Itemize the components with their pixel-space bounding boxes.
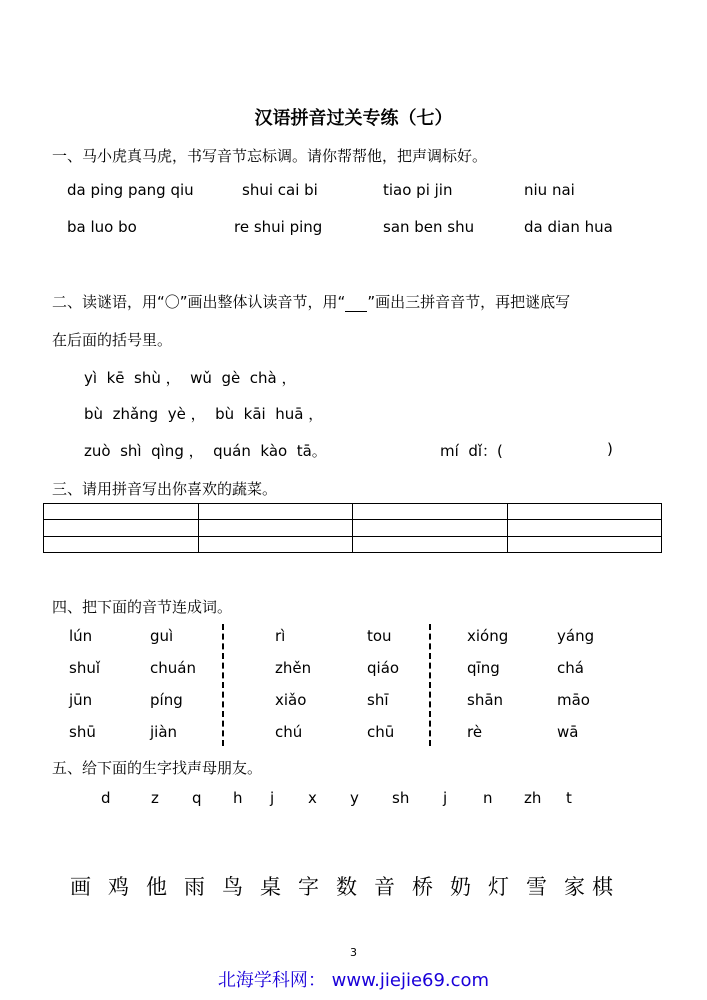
hanzi: 棋 xyxy=(592,875,613,899)
syllable: jūn xyxy=(69,691,93,709)
section2-heading xyxy=(52,291,570,312)
hanzi: 鸟 xyxy=(222,875,243,899)
hanzi: 家 xyxy=(564,875,585,899)
syllable: zhěn xyxy=(275,659,312,677)
syllable: shī xyxy=(367,691,389,709)
syllable: píng xyxy=(150,691,183,709)
pinyin-item: tiao pi jin xyxy=(383,181,453,199)
section2-heading-part2: ”画出三拼音音节，再把谜底写 xyxy=(367,293,571,311)
answer-cell[interactable] xyxy=(198,504,353,520)
syllable: chá xyxy=(557,659,584,677)
initial: x xyxy=(308,789,317,807)
section4-heading: 四、把下面的音节连成词。 xyxy=(52,598,233,616)
syllable: guì xyxy=(150,627,174,645)
page-title: 汉语拼音过关专练（七） xyxy=(254,108,453,129)
syllable: qiáo xyxy=(367,659,400,677)
syllable: chuán xyxy=(150,659,196,677)
section2-heading-part1: 二、读谜语，用“〇”画出整体认读音节，用“ xyxy=(52,293,346,311)
hanzi: 桥 xyxy=(412,875,433,899)
answer-cell[interactable] xyxy=(507,520,662,536)
syllable: māo xyxy=(557,691,590,709)
initial: h xyxy=(233,789,243,807)
syllable: xiǎo xyxy=(275,691,307,709)
initial: j xyxy=(443,789,448,807)
answer-cell[interactable] xyxy=(353,536,508,552)
syllable: rè xyxy=(467,723,483,741)
pinyin-item: ba luo bo xyxy=(67,218,137,236)
answer-cell[interactable] xyxy=(353,520,508,536)
pinyin-item: re shui ping xyxy=(234,218,323,236)
hanzi: 数 xyxy=(336,875,357,899)
pinyin-item: san ben shu xyxy=(383,218,475,236)
pinyin-item: niu nai xyxy=(524,181,575,199)
hanzi: 鸡 xyxy=(108,875,129,899)
answer-cell[interactable] xyxy=(353,504,508,520)
section3-heading: 三、请用拼音写出你喜欢的蔬菜。 xyxy=(52,480,278,498)
hanzi: 雪 xyxy=(526,875,547,899)
hanzi: 灯 xyxy=(488,875,509,899)
hanzi: 他 xyxy=(146,875,167,899)
answer-cell[interactable] xyxy=(198,520,353,536)
answer-cell[interactable] xyxy=(198,536,353,552)
syllable: qīng xyxy=(467,659,500,677)
syllable: jiàn xyxy=(150,723,178,741)
hanzi: 桌 xyxy=(260,875,281,899)
initial: sh xyxy=(392,789,410,807)
section2-heading-line2: 在后面的括号里。 xyxy=(52,331,173,349)
initial: y xyxy=(350,789,359,807)
answer-cell[interactable] xyxy=(44,520,199,536)
syllable: shuǐ xyxy=(69,659,100,677)
initial: z xyxy=(151,789,159,807)
initial: t xyxy=(566,789,572,807)
syllable: tou xyxy=(367,627,392,645)
syllable: shān xyxy=(467,691,504,709)
syllable: shū xyxy=(69,723,96,741)
hanzi: 字 xyxy=(298,875,319,899)
riddle-line: yì kē shù ， wǔ gè chà ， xyxy=(84,369,297,387)
answer-cell[interactable] xyxy=(44,504,199,520)
pinyin-item: da ping pang qiu xyxy=(67,181,194,199)
vegetable-answer-table xyxy=(43,503,662,553)
syllable: chū xyxy=(367,723,395,741)
hanzi: 雨 xyxy=(184,875,205,899)
answer-cell[interactable] xyxy=(44,536,199,552)
hanzi: 奶 xyxy=(450,875,471,899)
riddle-answer-label: mí dǐ：( xyxy=(440,442,503,460)
footer-watermark: 北海学科网： www.jiejie69.com xyxy=(217,970,490,991)
section1-heading: 一、马小虎真马虎，书写音节忘标调。请你帮帮他，把声调标好。 xyxy=(52,147,488,165)
syllable: rì xyxy=(275,627,286,645)
initial: q xyxy=(192,789,202,807)
section5-heading: 五、给下面的生字找声母朋友。 xyxy=(52,759,263,777)
syllable: lún xyxy=(69,627,93,645)
pinyin-item: da dian hua xyxy=(524,218,613,236)
riddle-answer-close: ) xyxy=(607,440,613,458)
initial: zh xyxy=(524,789,542,807)
syllable: yáng xyxy=(557,627,595,645)
underline-mark xyxy=(345,297,367,312)
initial: n xyxy=(483,789,493,807)
hanzi: 音 xyxy=(374,875,395,899)
answer-cell[interactable] xyxy=(507,504,662,520)
initial: j xyxy=(270,789,275,807)
initial: d xyxy=(101,789,111,807)
syllable: wā xyxy=(557,723,579,741)
pinyin-item: shui cai bi xyxy=(242,181,318,199)
page-number: 3 xyxy=(350,946,357,959)
dashed-divider xyxy=(222,624,224,746)
syllable: chú xyxy=(275,723,303,741)
riddle-line: zuò shì qìng ， quán kào tā。 xyxy=(84,442,327,460)
answer-cell[interactable] xyxy=(507,536,662,552)
riddle-line: bù zhǎng yè ， bù kāi huā ， xyxy=(84,405,324,423)
syllable: xióng xyxy=(467,627,509,645)
dashed-divider xyxy=(429,624,431,746)
hanzi: 画 xyxy=(70,875,91,899)
